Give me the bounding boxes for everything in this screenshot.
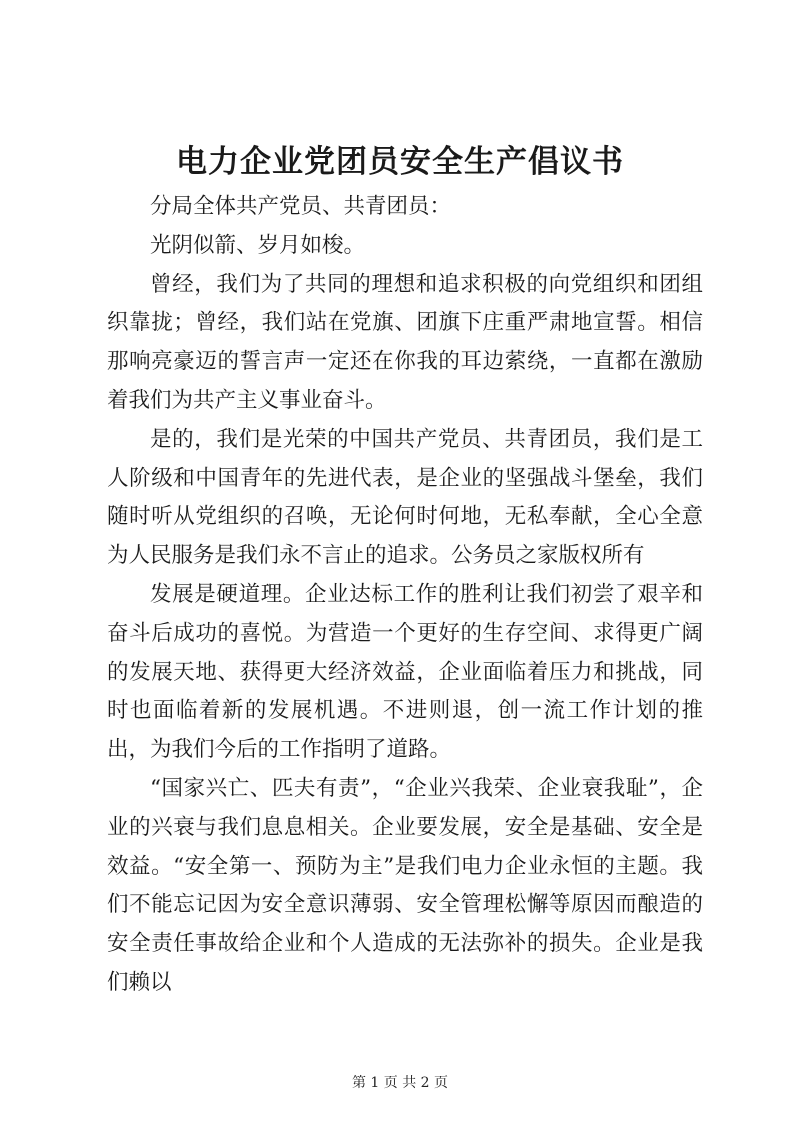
document-body (107, 188, 703, 1003)
paragraph-5: “国家兴亡、匹夫有责”，“企业兴我荣、企业衰我耻”，企业的兴衰与我们息息相关。企业要发展，安全是基础、安全是效益。“安全第一、预防为主”是我们电力企业永恒的主题。我们不能忘记因为安全意识薄弱、安全管理松懈等原因而酿造的安全责任事故给企业和个人造成的无法弥补的损失。企业是我们赖以 (107, 775, 703, 995)
document-title: 电力企业党团员安全生产倡议书 (176, 144, 624, 180)
paragraph-salutation: 分局全体共产党员、共青团员： (150, 194, 452, 219)
paragraph-2: 曾经，我们为了共同的理想和追求积极的向党组织和团组织靠拢；曾经，我们站在党旗、团旗下庄重严肃地宣誓。相信那响亮豪迈的誓言声一定还在你我的耳边萦绕，一直都在激励着我们为共产主义事业奋斗。 (107, 271, 703, 413)
paragraph-4: 发展是硬道理。企业达标工作的胜利让我们初尝了艰辛和奋斗后成功的喜悦。为营造一个更好的生存空间、求得更广阔的发展天地、获得更大经济效益，企业面临着压力和挑战，同时也面临着新的发展机遇。不进则退，创一流工作计划的推出，为我们今后的工作指明了道路。 (107, 581, 703, 763)
paragraph-3: 是的，我们是光荣的中国共产党员、共青团员，我们是工人阶级和中国青年的先进代表，是企业的坚强战斗堡垒，我们随时听从党组织的召唤，无论何时何地，无私奉献，全心全意为人民服务是我们永不言止的追求。公务员之家版权所有 (107, 426, 703, 569)
page-footer: 第 1 页 共 2 页 (351, 1075, 449, 1091)
paragraph-1: 光阴似箭、岁月如梭。 (150, 232, 366, 258)
